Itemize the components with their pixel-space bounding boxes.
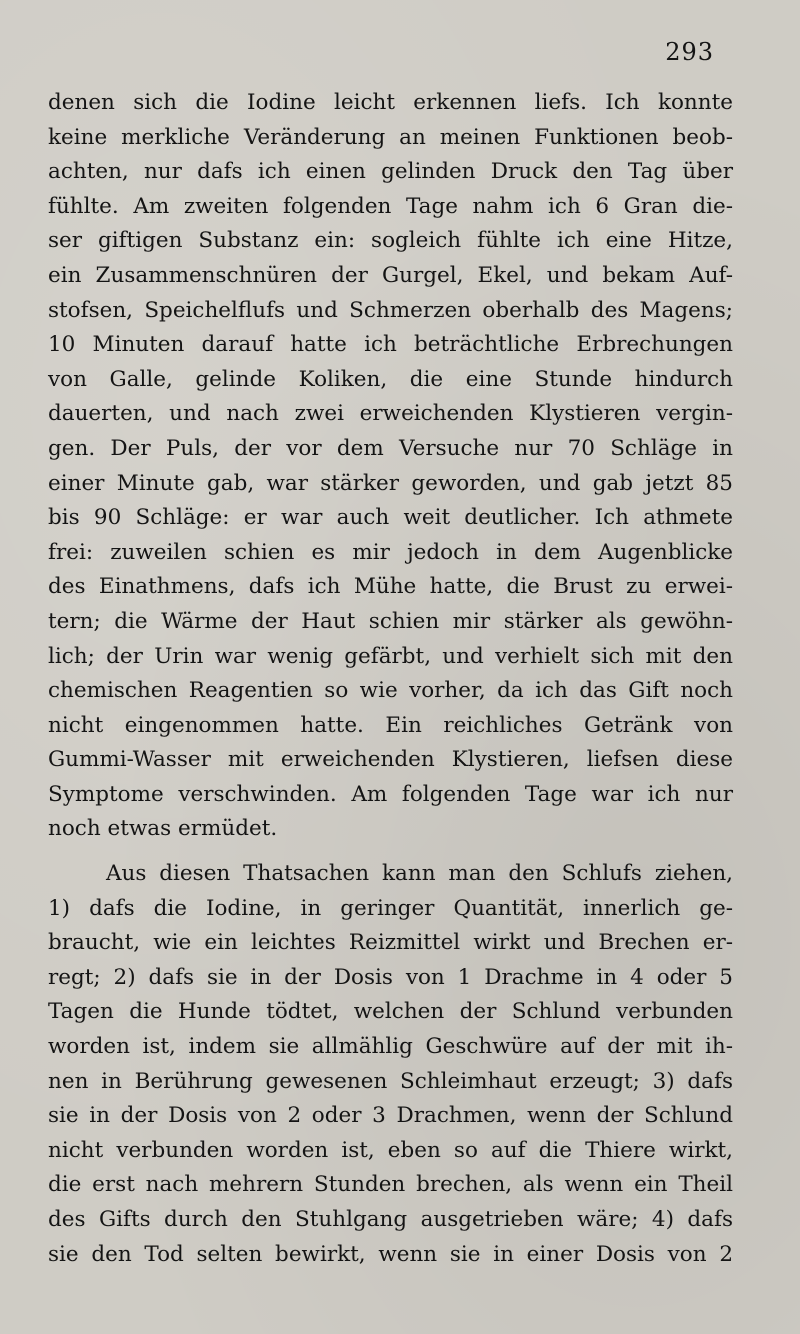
text-line: regt; 2) dafs sie in der Dosis von 1 Drachme in 4 oder 5 [48,964,733,990]
text-line: Tagen die Hunde tödtet, welchen der Schlund verbunden [48,999,733,1025]
text-line: stofsen, Speichelflufs und Schmerzen oberhalb des Magens; [48,297,733,323]
text-line: keine merkliche Veränderung an meinen Funktionen beob- [48,124,733,150]
text-line: lich; der Urin war wenig gefärbt, und verhielt sich mit den [48,643,733,669]
text-line: einer Minute gab, war stärker geworden, und gab jetzt 85 [48,470,733,496]
text-line: frei: zuweilen schien es mir jedoch in dem Augenblicke [48,539,733,565]
text-line: denen sich die Iodine leicht erkennen liefs. Ich konnte [48,90,733,115]
text-line: achten, nur dafs ich einen gelinden Druck den Tag über [48,159,733,185]
text-line: dauerten, und nach zwei erweichenden Klystieren vergin- [48,401,733,427]
page-number: 293 [665,38,714,66]
text-line: von Galle, gelinde Koliken, die eine Stunde hindurch [48,366,733,392]
text-line: nicht eingenommen hatte. Ein reichliches Getränk von [48,712,733,738]
text-line: chemischen Reagentien so wie vorher, da ich das Gift noch [48,678,733,704]
paragraph-gap [48,847,733,857]
text-line: sie in der Dosis von 2 oder 3 Drachmen, wenn der Schlund [48,1103,733,1129]
text-line: braucht, wie ein leichtes Reizmittel wirkt und Brechen er- [48,930,733,956]
text-line: 10 Minuten darauf hatte ich beträchtliche Erbrechungen [48,332,733,358]
text-line: Gummi-Wasser mit erweichenden Klystieren, liefsen diese [48,747,733,773]
text-line: nen in Berührung gewesenen Schleimhaut erzeugt; 3) dafs [48,1068,733,1094]
text-line: Aus diesen Thatsachen kann man den Schlufs ziehen, [106,861,733,887]
text-line: ser giftigen Substanz ein: sogleich fühlte ich eine Hitze, [48,228,733,254]
body-text [48,86,733,1272]
text-line: fühlte. Am zweiten folgenden Tage nahm ich 6 Gran die- [48,193,733,219]
text-line: ein Zusammenschnüren der Gurgel, Ekel, und bekam Auf- [48,262,733,288]
text-line: nicht verbunden worden ist, eben so auf die Thiere wirkt, [48,1137,733,1163]
text-line: bis 90 Schläge: er war auch weit deutlicher. Ich athmete [48,505,733,531]
text-line: des Gifts durch den Stuhlgang ausgetrieben wäre; 4) dafs [48,1207,733,1232]
text-line: des Einathmens, dafs ich Mühe hatte, die Brust zu erwei- [48,574,733,600]
text-line: noch etwas ermüdet. [48,816,278,842]
text-line: Symptome verschwinden. Am folgenden Tage war ich nur [48,781,733,807]
text-line: die erst nach mehrern Stunden brechen, als wenn ein Theil [48,1172,733,1198]
paragraph [48,86,733,847]
text-line: gen. Der Puls, der vor dem Versuche nur 70 Schläge in [48,435,733,461]
paragraph [48,857,733,1272]
text-line: sie den Tod selten bewirkt, wenn sie in einer Dosis von 2 [48,1241,733,1267]
text-line: tern; die Wärme der Haut schien mir stärker als gewöhn- [48,608,733,634]
text-line: worden ist, indem sie allmählig Geschwüre auf der mit ih- [48,1034,733,1060]
text-line: 1) dafs die Iodine, in geringer Quantität, innerlich ge- [48,895,733,921]
